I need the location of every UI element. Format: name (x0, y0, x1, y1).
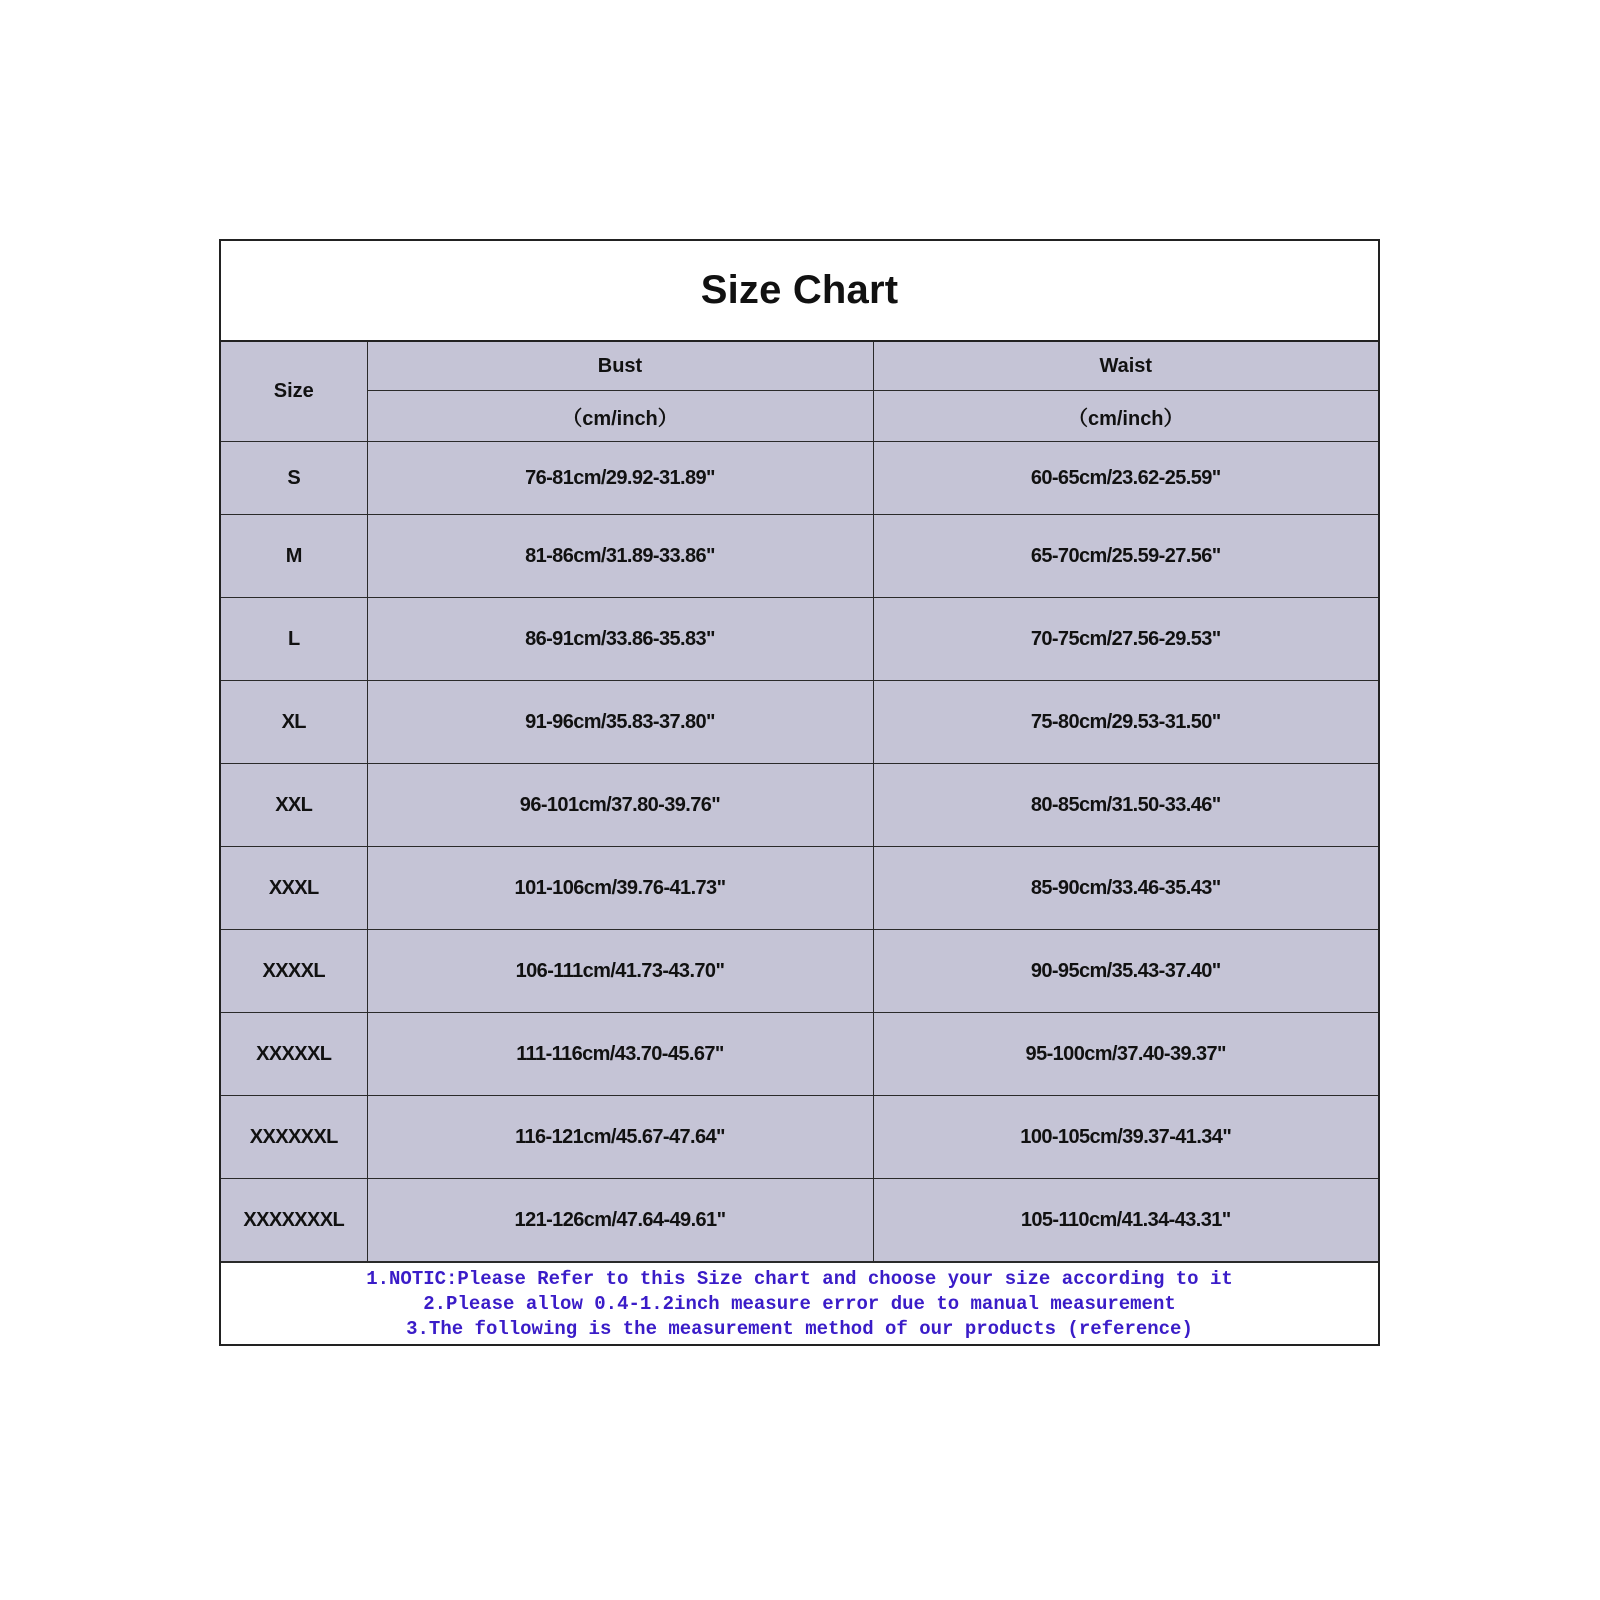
table-row (221, 442, 1378, 515)
size-header: Size (221, 342, 367, 442)
bust-cell: 81-86cm/31.89-33.86" (367, 515, 873, 598)
bust-unit: （cm/inch） (367, 391, 873, 442)
waist-cell: 70-75cm/27.56-29.53" (873, 598, 1378, 681)
waist-cell: 60-65cm/23.62-25.59" (873, 442, 1378, 515)
bust-cell: 91-96cm/35.83-37.80" (367, 681, 873, 764)
bust-cell: 116-121cm/45.67-47.64" (367, 1096, 873, 1179)
size-cell: XXXXXL (221, 1013, 367, 1096)
waist-cell: 105-110cm/41.34-43.31" (873, 1179, 1378, 1262)
size-chart (219, 239, 1380, 1346)
size-cell: XXXXXXXL (221, 1179, 367, 1262)
bust-header: Bust (367, 342, 873, 391)
note-line: 1.NOTIC:Please Refer to this Size chart and choose your size according to it (366, 1268, 1233, 1290)
waist-cell: 95-100cm/37.40-39.37" (873, 1013, 1378, 1096)
note-line: 2.Please allow 0.4-1.2inch measure error due to manual measurement (423, 1293, 1176, 1315)
table-row (221, 515, 1378, 598)
table-row (221, 847, 1378, 930)
waist-unit: （cm/inch） (873, 391, 1378, 442)
table-row (221, 681, 1378, 764)
size-cell: M (221, 515, 367, 598)
table-row (221, 598, 1378, 681)
waist-cell: 90-95cm/35.43-37.40" (873, 930, 1378, 1013)
size-cell: XXXXXXL (221, 1096, 367, 1179)
unit-row (221, 391, 1378, 442)
bust-cell: 76-81cm/29.92-31.89" (367, 442, 873, 515)
bust-cell: 101-106cm/39.76-41.73" (367, 847, 873, 930)
table-row (221, 1013, 1378, 1096)
size-cell: XXL (221, 764, 367, 847)
waist-cell: 80-85cm/31.50-33.46" (873, 764, 1378, 847)
size-cell: S (221, 442, 367, 515)
size-table (221, 342, 1378, 1262)
waist-cell: 65-70cm/25.59-27.56" (873, 515, 1378, 598)
note-line: 3.The following is the measurement method of our products (reference) (406, 1318, 1193, 1340)
size-cell: XL (221, 681, 367, 764)
bust-cell: 106-111cm/41.73-43.70" (367, 930, 873, 1013)
waist-cell: 75-80cm/29.53-31.50" (873, 681, 1378, 764)
waist-cell: 85-90cm/33.46-35.43" (873, 847, 1378, 930)
waist-header: Waist (873, 342, 1378, 391)
table-row (221, 764, 1378, 847)
table-row (221, 1096, 1378, 1179)
chart-title: Size Chart (221, 241, 1378, 342)
size-cell: XXXL (221, 847, 367, 930)
notes (221, 1262, 1378, 1344)
size-cell: XXXXL (221, 930, 367, 1013)
bust-cell: 121-126cm/47.64-49.61" (367, 1179, 873, 1262)
table-row (221, 930, 1378, 1013)
bust-cell: 96-101cm/37.80-39.76" (367, 764, 873, 847)
bust-cell: 111-116cm/43.70-45.67" (367, 1013, 873, 1096)
bust-cell: 86-91cm/33.86-35.83" (367, 598, 873, 681)
size-cell: L (221, 598, 367, 681)
waist-cell: 100-105cm/39.37-41.34" (873, 1096, 1378, 1179)
header-row (221, 342, 1378, 391)
table-row (221, 1179, 1378, 1262)
